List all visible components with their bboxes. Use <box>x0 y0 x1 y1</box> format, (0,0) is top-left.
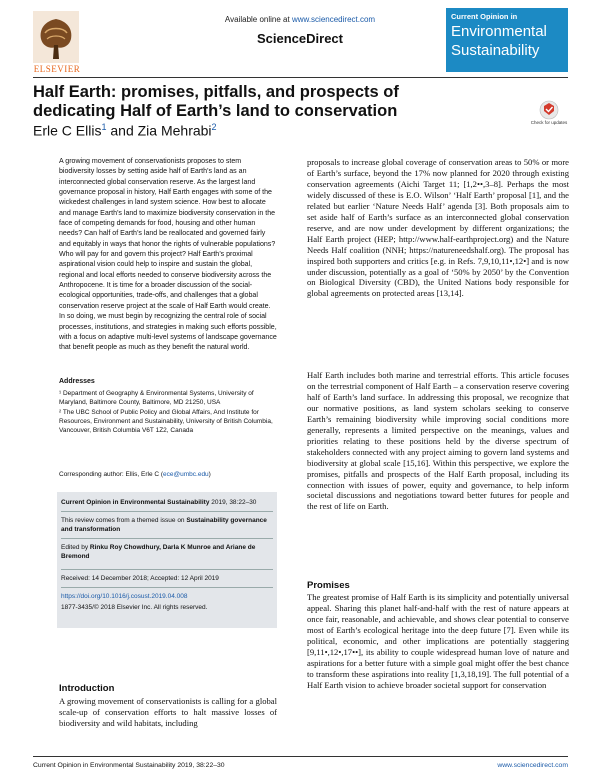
author-ellis: Erle C Ellis <box>33 122 102 139</box>
sciencedirect-link[interactable]: www.sciencedirect.com <box>291 15 376 24</box>
footer-rule <box>33 756 568 757</box>
info-divider <box>61 569 273 570</box>
info-divider <box>61 511 273 512</box>
introduction-heading: Introduction <box>59 683 115 694</box>
citation-line: Current Opinion in Environmental Sustainability 2019, 38:22–30 <box>61 499 257 506</box>
body-paragraph-3: The greatest promise of Half Earth is its simplicity and potentially universal appeal. Sharing this planet half-and-half with the rest of nature appears at once fair, reasonable, and achievable, and shows clear potential to conserve most of Earth’s ecological heritage into the deep future [7]. Even while its political, economic, and other implications are potentially staggering [9,11•,12•,17••], its ability to couple widespread human love of nature and aspirations for a better future with a simple goal might offer the best chance to transform these aspirations into reality [1,3,18,19]. The full potential of a Half Earth vision to achieve broader societal support for conservation <box>307 592 569 690</box>
journal-cover-box <box>446 8 568 72</box>
body-paragraph-2: Half Earth includes both marine and terrestrial efforts. This article focuses on the terrestrial component of Half Earth – a conservation reserve covering half of Earth’s land surface. In addressing this proposal, we recognize that our normative positions, as land system scholars seeking to conserve Earth’s remaining biodiversity while improving social conditions more generally, represents a limited perspective on the meanings, values and priorities relating to these positions held by the diverse spectrum of stakeholders connected with any project aiming to govern land systems and biodiversity at global scale [15,16]. Within this perspective, we explore the promises, pitfalls and prospects of the Half Earth proposal, including its connection with issues of power, equity and governance, to help inform societal discussions and negotiations toward better futures for people and the rest of life on Earth. <box>307 370 569 512</box>
check-for-updates-label[interactable]: Check for updates <box>530 120 568 125</box>
doi-link[interactable]: https://doi.org/10.1016/j.cosust.2019.04.008 <box>61 593 188 600</box>
author-email-link[interactable]: ece@umbc.edu <box>163 471 209 478</box>
footer-citation: Current Opinion in Environmental Sustainability 2019, 38:22–30 <box>33 762 225 769</box>
address-2: ² The UBC School of Public Policy and Global Affairs, And Institute for Resources, Environment and Sustainability, University of British Columbia, Vancouver, British Columbia V6T 1Z2, Canada <box>59 409 273 434</box>
received-dates: Received: 14 December 2018; Accepted: 12 April 2019 <box>61 575 219 582</box>
sciencedirect-brand: ScienceDirect <box>257 31 343 46</box>
journal-title-line1: Environmental <box>451 23 547 40</box>
editors-line: Edited by Rinku Roy Chowdhury, Darla K Munroe and Ariane de Bremond <box>61 544 256 560</box>
check-for-updates-icon[interactable] <box>534 100 564 134</box>
journal-title-line2: Sustainability <box>451 42 540 59</box>
article-title: Half Earth: promises, pitfalls, and prospects of dedicating Half of Earth’s land to conservation <box>33 83 399 120</box>
info-divider <box>61 587 273 588</box>
author-list: Erle C Ellis$^1$ and Zia Mehrabi$^2$ <box>33 122 217 139</box>
header-rule <box>33 77 568 78</box>
body-paragraph-1: proposals to increase global coverage of conservation areas to 50% or more of Earth’s surface, beyond the 17% now planned for 2020 through existing conservation agreements (Aichi Target 11; [1,2••,3–8]. Perhaps the most widely discussed of these is E.O. Wilson’ ‘Half Earth’ proposal [1], and the related but earlier ‘Nature Needs Half’ agenda [3]. Both proposals aim to set aside half of Earth’s surface as an interconnected global conservation reserve, and are now under development by different organizations; the Half Earth project (HEP; http://www.half-earthproject.org) and the Nature Needs Half coalition (NNH; https://natureneedshalf.org). The proposal has inspired both supporters and critics [e.g. in Refs. 7,9,10,11•,12•] and is now under discussion, potentially as a goal of ‘50% by 2050’ by the Convention on Biological Diversity (CBD), the United Nations body responsible for global agreements on protected areas [13,14]. <box>307 157 569 299</box>
copyright-line: 1877-3435/© 2018 Elsevier Inc. All rights reserved. <box>61 604 208 611</box>
info-divider <box>61 538 273 539</box>
promises-heading: Promises <box>307 580 350 591</box>
availability-line: Available online at www.sciencedirect.com <box>224 15 376 24</box>
address-1: ¹ Department of Geography & Environmental Systems, University of Maryland, Baltimore County, Baltimore, MD 21250, USA <box>59 390 254 406</box>
introduction-text: A growing movement of conservationists is calling for a global scale-up of conservation efforts to halt massive losses of biodiversity and wild habitats, including <box>59 696 277 728</box>
themed-issue: This review comes from a themed issue on Sustainability governance and transformation <box>61 517 267 533</box>
addresses-heading: Addresses <box>59 378 95 385</box>
journal-small-title: Current Opinion in <box>451 12 518 21</box>
abstract: A growing movement of conservationists proposes to stem biodiversity losses by setting aside half of Earth’s land as an interconnected global conservation reserve. As the largest land governance proposal in history, Half Earth engages with some of the wickedest challenges in land system science. How best to allocate and manage Earth’s land to maximize biodiversity conservation in the face of competing demands for food, housing and other human needs? Can half of Earth’s land be reallocated and governed fairly and equitably in ways that honor the rights of vulnerable populations? Who will pay for and govern this project? Half Earth’s proximal aspirational vision could help to inspire and sustain the global, regional and local efforts needed to conserve biodiversity across the Anthropocene. It is time for a broader discussion of the social-ecological opportunities, trade-offs, and challenges that a global conservation reserve project at the scale of Half Earth would create. In so doing, we must begin by recognizing the central role of social processes, institutions, and strategies in making such efforts possible, with a focus on adaptive multi-level systems of landscape governance that benefit people as much as they benefit the natural world. <box>59 158 277 352</box>
footer-site-link[interactable]: www.sciencedirect.com <box>497 762 568 769</box>
article-info-box <box>57 492 277 628</box>
corresponding-author: Corresponding author: Ellis, Erle C (ece@umbc.edu) <box>59 471 211 478</box>
elsevier-wordmark: ELSEVIER <box>33 64 81 74</box>
